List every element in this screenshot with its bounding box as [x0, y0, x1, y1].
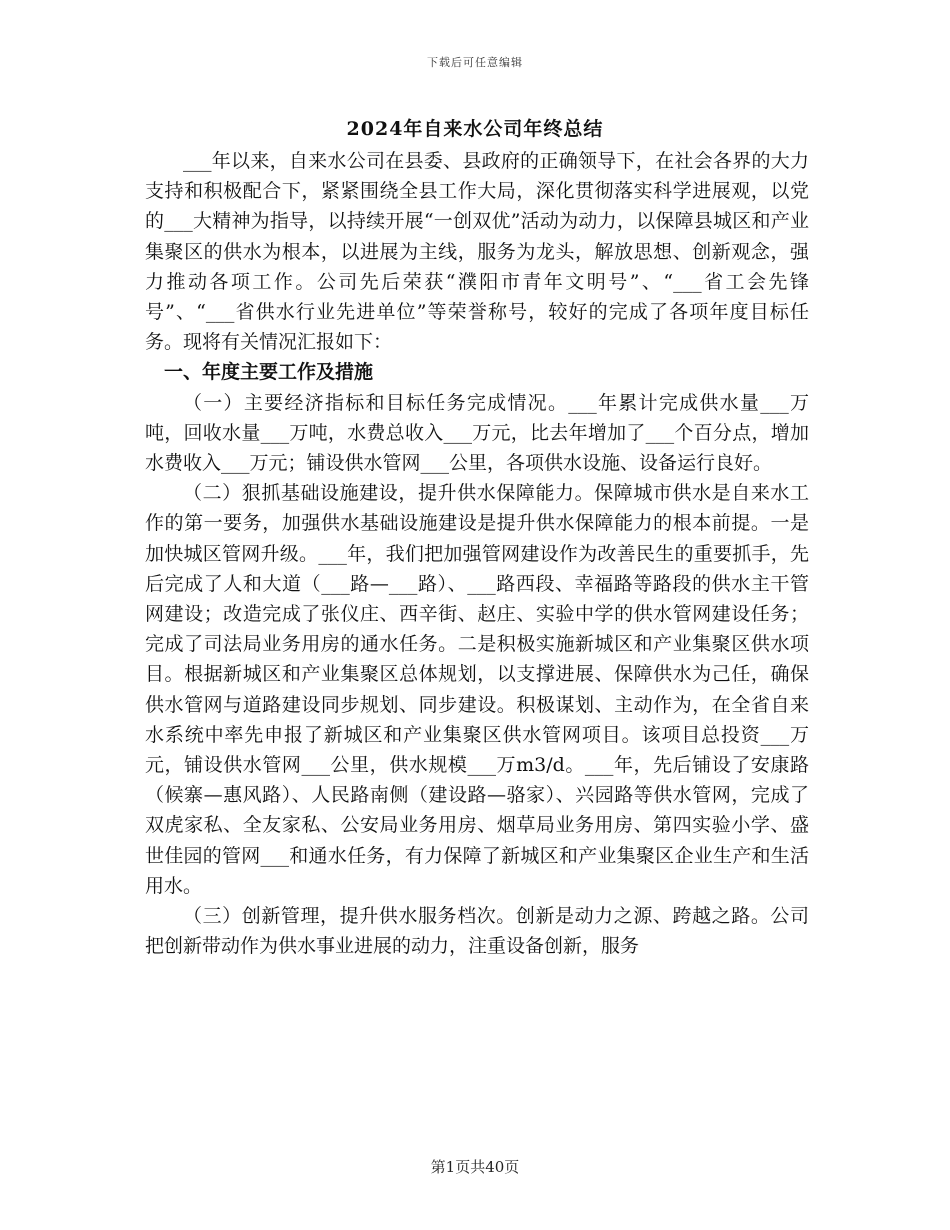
paragraph-innovation: （三）创新管理，提升供水服务档次。创新是动力之源、跨越之路。公司把创新带动作为供水事业进展的动力，注重设备创新，服务: [145, 905, 809, 958]
intro-paragraph: ___年以来，自来水公司在县委、县政府的正确领导下，在社会各界的大力支持和积极配合下，紧紧围绕全县工作大局，深化贯彻落实科学进展观，以党的___大精神为指导，以持续开展“一创双优”活动为动力，以保障县城区和产业集聚区的供水为根本，以进展为主线，服务为龙头，解放思想、创新观念，强力推动各项工作。公司先后荣获“濮阳市青年文明号”、“___省工会先锋号”、“___省供水行业先进单位”等荣誉称号，较好的完成了各项年度目标任务。现将有关情况汇报如下：: [145, 150, 809, 354]
section-heading: 一、年度主要工作及措施: [164, 361, 374, 384]
paragraph-economic-indicators: （一）主要经济指标和目标任务完成情况。___年累计完成供水量___万吨，回收水量___万吨，水费总收入___万元，比去年增加了___个百分点，增加水费收入___万元；铺设供水管网___公里，各项供水设施、设备运行良好。: [145, 391, 809, 475]
document-body: [145, 146, 809, 961]
page-footer: 第1页共40页: [430, 1158, 520, 1176]
document-title: 2024年自来水公司年终总结: [346, 118, 604, 140]
header-note: 下载后可任意编辑: [427, 56, 523, 69]
paragraph-infrastructure: （二）狠抓基础设施建设，提升供水保障能力。保障城市供水是自来水工作的第一要务，加强供水基础设施建设是提升供水保障能力的根本前提。一是加快城区管网升级。___年，我们把加强管网建设作为改善民生的重要抓手，先后完成了人和大道（___路—___路）、___路西段、幸福路等路段的供水主干管网建设；改造完成了张仪庄、西辛街、赵庄、实验中学的供水管网建设任务；完成了司法局业务用房的通水任务。二是积极实施新城区和产业集聚区供水项目。根据新城区和产业集聚区总体规划，以支撑进展、保障供水为己任，确保供水管网与道路建设同步规划、同步建设。积极谋划、主动作为，在全省自来水系统中率先申报了新城区和产业集聚区供水管网项目。该项目总投资___万元，铺设供水管网___公里，供水规模___万m3/d。___年，先后铺设了安康路（候寨—惠风路）、人民路南侧（建设路—骆家）、兴园路等供水管网，完成了双虎家私、全友家私、公安局业务用房、烟草局业务用房、第四实验小学、盛世佳园的管网___和通水任务，有力保障了新城区和产业集聚区企业生产和生活用水。: [145, 482, 809, 897]
